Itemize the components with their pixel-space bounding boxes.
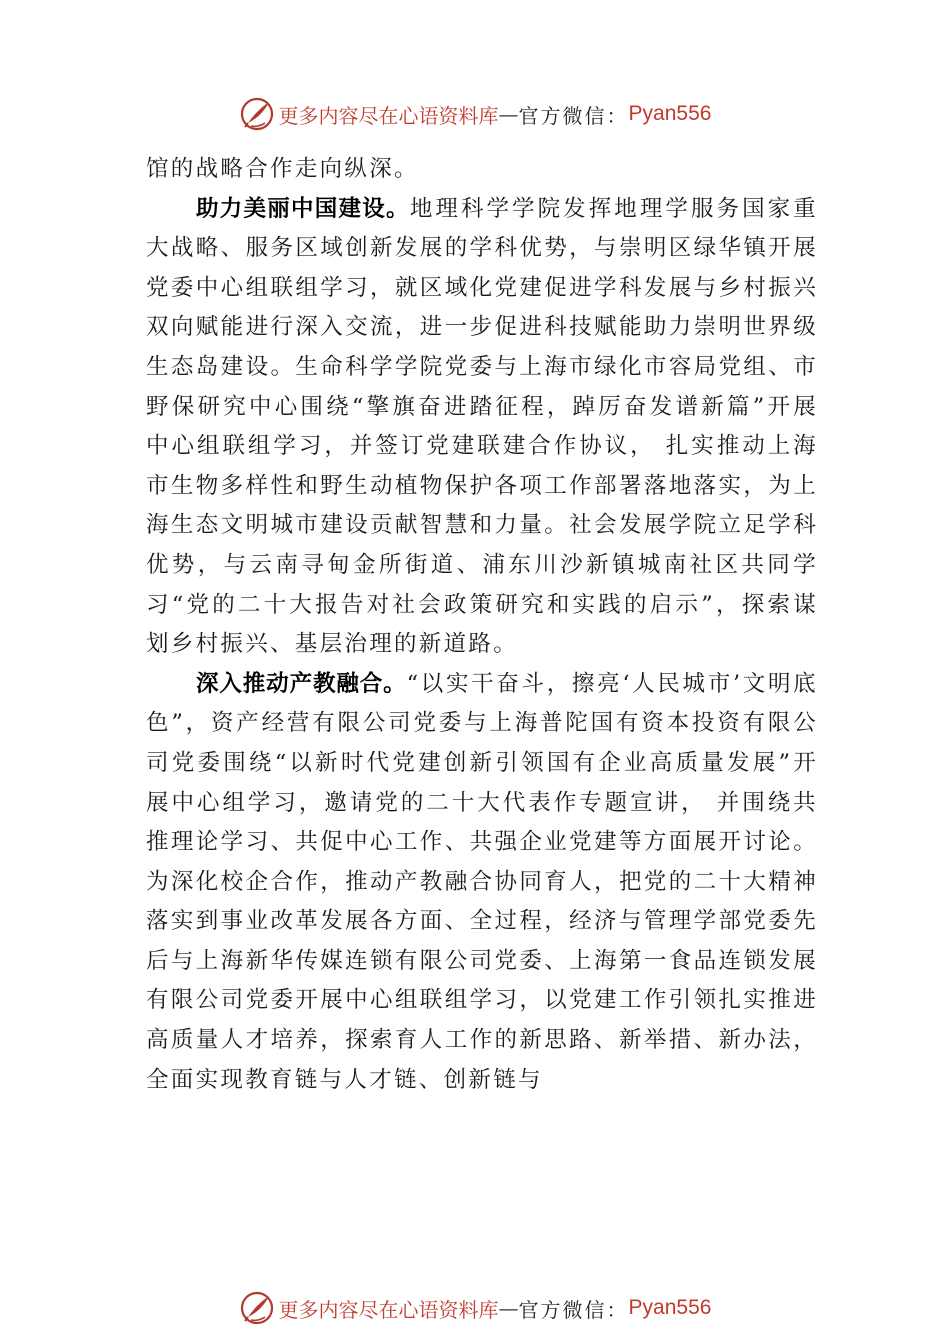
header-banner	[0, 94, 950, 134]
quill-pen-logo-icon	[239, 1290, 275, 1326]
footer-banner	[0, 1288, 950, 1328]
paragraph-continuation	[146, 150, 818, 190]
banner-separator: —	[498, 102, 519, 126]
banner-wechat-account: Pyan556	[628, 1296, 712, 1319]
paragraph-lead-heading: 助力美丽中国建设。	[196, 195, 410, 222]
paragraph-beautiful-china	[146, 190, 818, 665]
banner-wechat-label: 官方微信：	[518, 1297, 629, 1322]
banner-brand-text: 更多内容尽在心语资料库	[278, 1297, 499, 1322]
paragraph-body-text: 地理科学学院发挥地理学服务国家重大战略、服务区域创新发展的学科优势，与崇明区绿华镇开展党委中心组联组学习，就区域化党建促进学科发展与乡村振兴双向赋能进行深入交流，进一步促进科技赋能助力崇明世界级生态岛建设。生命科学学院党委与上海市绿化市容局党组、市野保研究中心围绕“擎旗奋进踏征程，踔厉奋发谱新篇”开展中心组联组学习，并签订党建联建合作协议， 扎实推动上海市生物多样性和野生动植物保护各项工作部署落地落实，为上海生态文明城市建设贡献智慧和力量。社会发展学院立足学科优势，与云南寻甸金所街道、浦东川沙新镇城南社区共同学习“党的二十大报告对社会政策研究和实践的启示”，探索谋划乡村振兴、基层治理的新道路。	[146, 195, 818, 658]
quill-pen-logo-icon	[239, 96, 275, 132]
paragraph-industry-education	[146, 665, 818, 1101]
banner-wechat-label: 官方微信：	[518, 103, 629, 128]
banner-brand-text: 更多内容尽在心语资料库	[278, 103, 499, 128]
banner-separator: —	[498, 1296, 519, 1320]
paragraph-body-text: “以实干奋斗，擦亮‘人民城市’文明底色”，资产经营有限公司党委与上海普陀国有资本投资有限公司党委围绕“以新时代党建创新引领国有企业高质量发展”开展中心组学习，邀请党的二十大代表作专题宣讲， 并围绕共推理论学习、共促中心工作、共强企业党建等方面展开讨论。为深化校企合作，推动产教融合协同育人，把党的二十大精神落实到事业改革发展各方面、全过程，经济与管理学部党委先后与上海新华传媒连锁有限公司党委、上海第一食品连锁发展有限公司党委开展中心组联组学习，以党建工作引领扎实推进高质量人才培养，探索育人工作的新思路、新举措、新办法，全面实现教育链与人才链、创新链与	[146, 670, 818, 1093]
document-body	[146, 150, 818, 1100]
banner-wechat-account: Pyan556	[628, 102, 712, 125]
paragraph-lead-heading: 深入推动产教融合。	[196, 670, 407, 697]
paragraph-body-text: 馆的战略合作走向纵深。	[146, 156, 419, 182]
